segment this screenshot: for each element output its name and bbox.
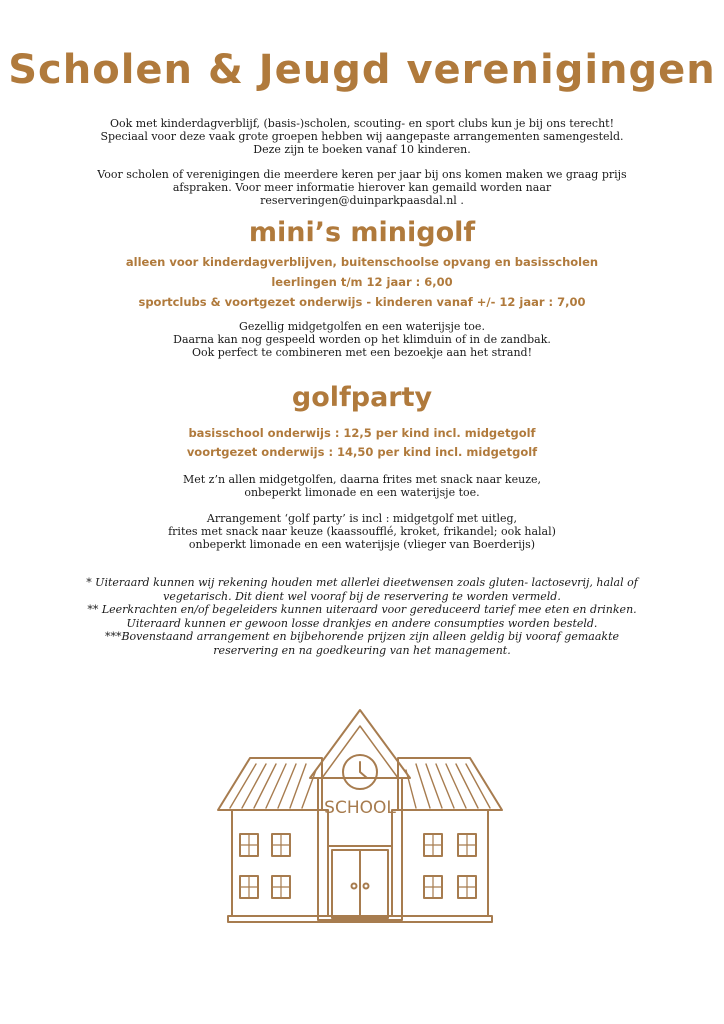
school-sign: SCHOOL xyxy=(324,798,396,818)
minigolf-price-line: alleen voor kinderdagverblijven, buitenschoolse opvang en basisscholen xyxy=(125,255,599,269)
door-frame xyxy=(328,846,392,918)
right-wing xyxy=(392,810,488,916)
door-knob-right xyxy=(364,884,369,889)
golfparty-arrangement-line: onbeperkt limonade en een waterijsje (vlieger van Boerderijs) xyxy=(188,538,536,551)
footnote-line: Uiteraard kunnen er gewoon losse drankjes en andere consumpties worden besteld. xyxy=(126,616,598,630)
golfparty-price-line: basisschool onderwijs : 12,5 per kind incl. midgetgolf xyxy=(188,426,536,440)
minigolf-price-line: leerlingen t/m 12 jaar : 6,00 xyxy=(271,275,453,289)
minigolf-description xyxy=(60,320,664,359)
golfparty-description xyxy=(60,473,664,499)
intro-line: Deze zijn te boeken vanaf 10 kinderen. xyxy=(253,143,471,156)
minigolf-title: mini’s minigolf xyxy=(248,217,476,248)
left-wing xyxy=(232,810,328,916)
minigolf-price-line: sportclubs & voortgezet onderwijs - kinderen vanaf +/- 12 jaar : 7,00 xyxy=(138,295,586,309)
page-title: Scholen & Jeugd verenigingen xyxy=(8,47,716,93)
minigolf-desc-line: Gezellig midgetgolfen en een waterijsje toe. xyxy=(239,320,485,333)
intro-line: Ook met kinderdagverblijf, (basis-)scholen, scouting- en sport clubs kun je bij ons terecht! xyxy=(109,117,614,130)
intro-line: Speciaal voor deze vaak grote groepen hebben wij aangepaste arrangementen samengesteld. xyxy=(100,130,624,143)
right-windows xyxy=(424,834,476,898)
golfparty-arrangement-line: frites met snack naar keuze (kaassoufflé, kroket, frikandel; ook halal) xyxy=(168,525,556,538)
footnotes xyxy=(50,576,674,657)
golfparty-arrangement xyxy=(60,512,664,551)
golfparty-title: golfparty xyxy=(291,382,433,413)
contact-line: afspraken. Voor meer informatie hierover kan gemaild worden naar xyxy=(172,181,552,194)
door-knob-left xyxy=(352,884,357,889)
golfparty-desc-line: Met z’n allen midgetgolfen, daarna frites met snack naar keuze, xyxy=(182,473,541,486)
left-windows xyxy=(240,834,290,898)
contact-email-line: reserveringen@duinparkpaasdal.nl . xyxy=(260,194,464,207)
minigolf-desc-line: Daarna kan nog gespeeld worden op het klimduin of in de zandbak. xyxy=(173,333,551,346)
golfparty-price-line: voortgezet onderwijs : 14,50 per kind incl. midgetgolf xyxy=(186,445,538,459)
school-building-illustration xyxy=(210,700,510,930)
footnote-line: ** Leerkrachten en/of begeleiders kunnen uiteraard voor gereduceerd tarief mee eten en drinken. xyxy=(87,603,637,616)
footnote-line: reservering en na goedkeuring van het management. xyxy=(213,643,511,657)
footnote-line: vegetarisch. Dit dient wel vooraf bij de reservering te worden vermeld. xyxy=(163,589,561,603)
golfparty-arrangement-line: Arrangement ‘golf party’ is incl : midgetgolf met uitleg, xyxy=(206,512,518,525)
contact-line: Voor scholen of verenigingen die meerdere keren per jaar bij ons komen maken we graag prijs xyxy=(97,168,627,181)
minigolf-desc-line: Ook perfect te combineren met een bezoekje aan het strand! xyxy=(191,346,533,359)
footnote-line: ***Bovenstaand arrangement en bijbehorende prijzen zijn alleen geldig bij vooraf gemaakte xyxy=(104,630,620,643)
footnote-line: * Uiteraard kunnen wij rekening houden met allerlei dieetwensen zoals gluten- lactosevrij, halal of xyxy=(86,576,638,589)
contact-paragraph xyxy=(60,168,664,207)
golfparty-desc-line: onbeperkt limonade en een waterijsje toe. xyxy=(244,486,480,499)
clock-hands xyxy=(360,762,367,778)
intro-paragraph xyxy=(60,117,664,156)
